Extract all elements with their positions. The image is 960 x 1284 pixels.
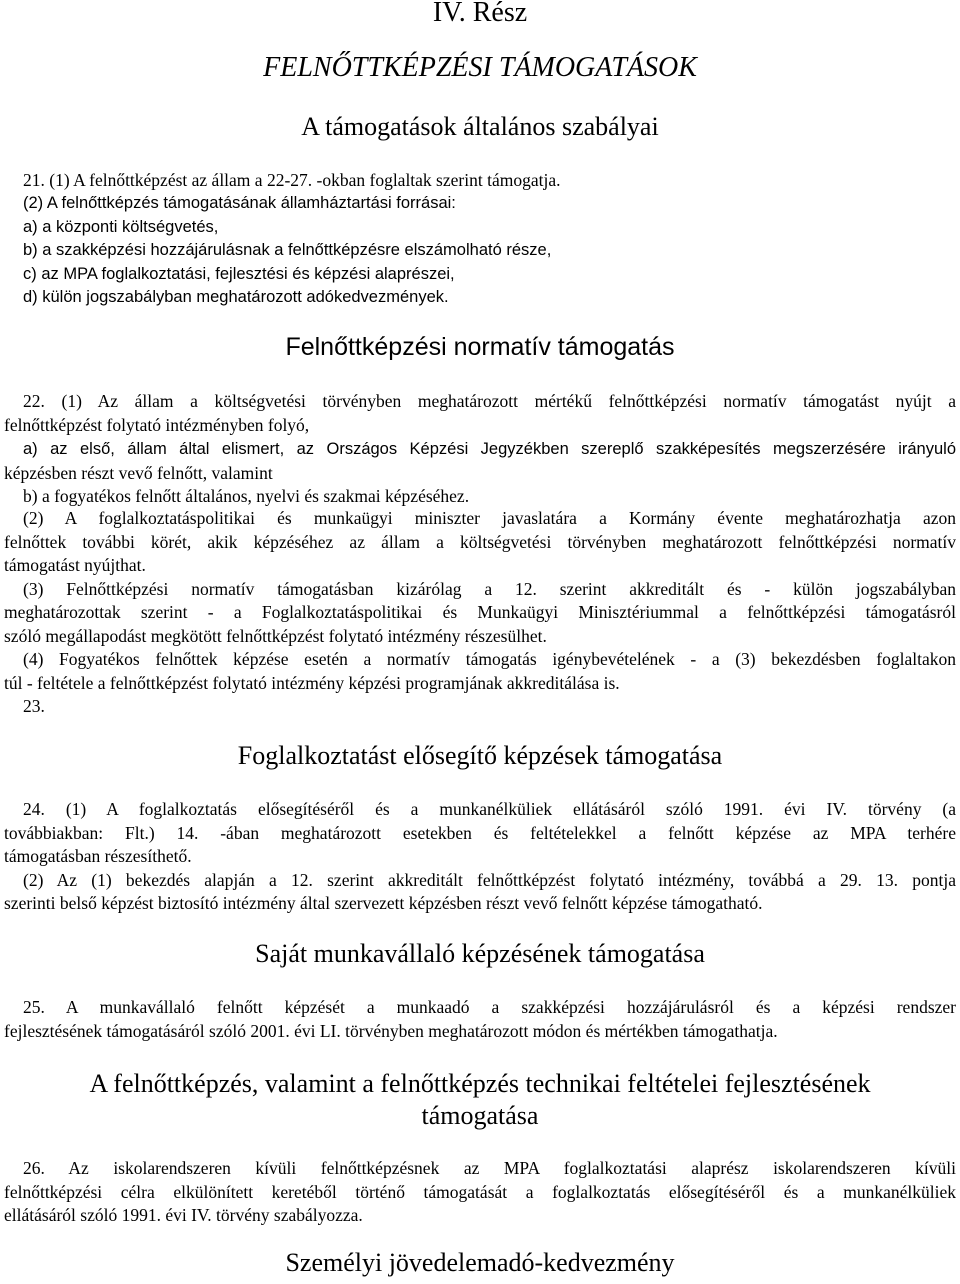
section-heading-technical-development	[4, 1068, 956, 1132]
paragraph-22-2	[4, 507, 956, 719]
paragraph-26-line-2: felnőttképzési célra elkülönített keretéből történő támogatását a foglalkoztatás elősegítéséről és a munkanélküliek	[4, 1181, 956, 1202]
section-heading-employment-training: Foglalkoztatást elősegítő képzések támogatása	[237, 741, 723, 770]
section-body-technical-development	[4, 1157, 956, 1228]
paragraph-22-4-line-2: túl - feltétele a felnőttképzést folytató intézmény képzési programjának akkreditálása is.	[4, 672, 620, 693]
paragraph-22-4-line-1: (4) Fogyatékos felnőttek képzése esetén a normatív támogatás igénybevételének - a (3) bekezdésben foglaltakon	[23, 649, 956, 669]
section-body-employment-training	[4, 798, 956, 916]
paragraph-24-line-2: továbbiakban: Flt.) 14. -ában meghatározott esetekben és feltételekkel a felnőtt képzése az MPA terhére	[4, 822, 956, 843]
paragraph-26-line-3: ellátásáról szóló 1991. évi IV. törvény szabályozza.	[4, 1205, 363, 1225]
paragraph-22-1-line-1: 22. (1) Az állam a költségvetési törvényben meghatározott mértékű felnőttképzési normatív támogatást nyújt a	[23, 391, 956, 411]
paragraph-22-2-line-3: támogatást nyújthat.	[4, 555, 146, 575]
item-b: b) a fogyatékos felnőtt általános, nyelvi és szakmai képzéséhez.	[23, 486, 470, 506]
item-a-line-2: képzésben részt vevő felnőtt, valamint	[4, 462, 273, 483]
section-heading-employee-training: Saját munkavállaló képzésének támogatása	[255, 939, 705, 968]
paragraph-23: 23.	[23, 696, 45, 716]
section-heading-income-tax-benefit: Személyi jövedelemadó-kedvezmény	[285, 1248, 675, 1277]
list-item-d: d) külön jogszabályban meghatározott adókedvezmények.	[23, 288, 449, 306]
funding-sources-list	[4, 192, 956, 310]
paragraph-22-2-line-1: (2) A foglalkoztatáspolitikai és munkaügyi miniszter javaslatára a Kormány évente meghatározhatja azon	[23, 508, 956, 528]
paragraph-24-2-line-1: (2) Az (1) bekezdés alapján a 12. szerint akkreditált felnőttképzést folytató intézmény, továbbá a 29. 13. pontja	[23, 869, 956, 890]
paragraph-24-2-line-2: szerinti belső képzést biztosító intézmény által szervezett képzésben részt vevő felnőtt képzése támogatható.	[4, 893, 763, 913]
paragraph-21-1: 21. (1) A felnőttképzést az állam a 22-27. -okban foglaltak szerint támogatja.	[23, 170, 561, 190]
paragraph-26-line-1: 26. Az iskolarendszeren kívüli felnőttképzésnek az MPA foglalkoztatási alaprész iskolarendszeren kívüli	[23, 1158, 956, 1178]
list-item-b: b) a szakképzési hozzájárulásnak a felnőttképzésre elszámolható része,	[23, 241, 552, 259]
section-heading-normative-support: Felnőttképzési normatív támogatás	[285, 333, 675, 361]
paragraph-22-3-line-3: szóló megállapodást megkötött felnőttképzést folytató intézmény részesülhet.	[4, 625, 547, 646]
paragraph-22-1-line-2: felnőttképzést folytató intézményben folyó,	[4, 414, 310, 435]
document-title: FELNŐTTKÉPZÉSI TÁMOGATÁSOK	[263, 52, 697, 83]
section-heading-technical-development-line-2: támogatása	[421, 1101, 539, 1130]
list-item-a: a) a központi költségvetés,	[23, 217, 219, 236]
section-body-general-rules	[4, 169, 956, 193]
section-body-employee-training	[4, 996, 956, 1043]
paragraph-25-line-2: fejlesztésének támogatásáról szóló 2001. évi LI. törvényben meghatározott módon és mértékben támogathatja.	[4, 1020, 778, 1041]
part-heading: IV. Rész	[432, 0, 528, 28]
paragraph-22-2-line-2: felnőttek további körét, akik képzéséhez az állam a költségvetési törvényben meghatározott felnőttképzési normatív	[4, 531, 956, 552]
paragraph-24-line-3: támogatásban részesíthető.	[4, 846, 192, 866]
paragraph-22-3-line-1: (3) Felnőttképzési normatív támogatásban kizárólag a 12. szerint akkreditált és - külön jogszabályban	[23, 578, 956, 599]
section-body-normative-support	[4, 390, 956, 437]
paragraph-22-items-ab	[4, 438, 956, 509]
paragraph-22-3-line-2: meghatározottak szerint - a Foglalkoztatáspolitikai és Munkaügyi Minisztériummal a felnőttképzési támogatásról	[4, 602, 956, 622]
paragraph-24-line-1: 24. (1) A foglalkoztatás elősegítéséről és a munkanélküliek ellátásáról szóló 1991. évi IV. törvény (a	[23, 799, 956, 819]
section-heading-general-rules: A támogatások általános szabályai	[301, 112, 659, 141]
paragraph-25-line-1: 25. A munkavállaló felnőtt képzését a munkaadó a szakképzési hozzájárulásról és a képzési rendszer	[23, 997, 956, 1017]
list-item-c: c) az MPA foglalkoztatási, fejlesztési és képzési alaprészei,	[23, 264, 455, 283]
section-heading-technical-development-line-1: A felnőttképzés, valamint a felnőttképzés technikai feltételei fejlesztésének	[89, 1069, 871, 1098]
paragraph-21-2: (2) A felnőttképzés támogatásának államháztartási forrásai:	[23, 194, 456, 212]
item-a-line-1: a) az első, állam által elismert, az Országos Képzési Jegyzékben szereplő szakképesítés megszerzésére irányuló	[23, 440, 956, 458]
